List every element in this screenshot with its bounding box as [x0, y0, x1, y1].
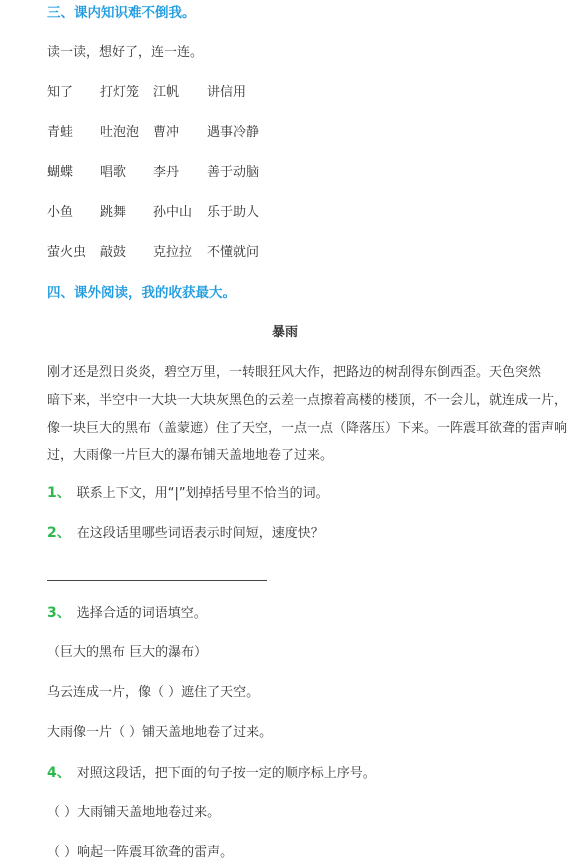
section4-title: 四、课外阅读，我的收获最大。	[47, 285, 236, 301]
grid-cell: 打灯笼	[100, 85, 140, 100]
question-number: 1、	[47, 485, 71, 501]
question-number: 3、	[47, 605, 71, 621]
word-options: （巨大的黑布 巨大的瀑布）	[47, 645, 208, 660]
grid-cell: 李丹	[153, 165, 180, 180]
grid-cell: 吐泡泡	[100, 125, 140, 140]
grid-cell: 孙中山	[153, 205, 193, 220]
grid-cell: 蝴蝶	[47, 165, 74, 180]
grid-cell: 讲信用	[207, 85, 247, 100]
question-number: 4、	[47, 765, 71, 781]
question-3	[47, 604, 207, 623]
grid-cell: 唱歌	[100, 165, 127, 180]
question-number: 2、	[47, 525, 71, 541]
passage-line: 过，大雨像一片巨大的瀑布铺天盖地地卷了过来。	[47, 448, 334, 463]
grid-cell: 遇事冷静	[207, 125, 260, 140]
grid-cell: 敲鼓	[100, 245, 127, 260]
grid-cell: 乐于助人	[207, 205, 260, 220]
grid-cell: 萤火虫	[47, 245, 87, 260]
question-2	[47, 524, 324, 543]
matching-instruction: 读一读，想好了，连一连。	[47, 45, 204, 60]
question-text: 联系上下文，用“|”划掉括号里不恰当的词。	[76, 486, 329, 501]
passage-title: 暴雨	[272, 325, 299, 340]
passage-line: 暗下来，半空中一大块一大块灰黑色的云差一点擦着高楼的楼顶，不一会儿，就连成一片，	[47, 393, 568, 408]
answer-blank-line[interactable]	[47, 580, 267, 581]
grid-cell: 善于动脑	[207, 165, 260, 180]
grid-cell: 曹冲	[153, 125, 180, 140]
ordering-item: （ ）大雨铺天盖地地卷过来。	[47, 805, 221, 820]
grid-cell: 小鱼	[47, 205, 74, 220]
fill-blank-line: 大雨像一片（ ）铺天盖地地卷了过来。	[47, 725, 273, 740]
section3-title: 三、课内知识难不倒我。	[47, 5, 196, 21]
passage-line: 刚才还是烈日炎炎，碧空万里，一转眼狂风大作，把路边的树刮得东倒西歪。天色突然	[47, 365, 542, 380]
grid-cell: 江帆	[153, 85, 180, 100]
fill-blank-line: 乌云连成一片，像（ ）遮住了天空。	[47, 685, 260, 700]
grid-cell: 不懂就问	[207, 245, 260, 260]
grid-cell: 跳舞	[100, 205, 127, 220]
question-1	[47, 484, 329, 503]
grid-cell: 知了	[47, 85, 74, 100]
question-text: 对照这段话，把下面的句子按一定的顺序标上序号。	[76, 766, 376, 781]
question-text: 选择合适的词语填空。	[76, 606, 207, 621]
grid-cell: 克拉拉	[153, 245, 193, 260]
question-4	[47, 764, 376, 783]
grid-cell: 青蛙	[47, 125, 74, 140]
ordering-item: （ ）响起一阵震耳欲聋的雷声。	[47, 845, 234, 860]
passage-line: 像一块巨大的黑布（盖蒙遮）住了天空，一点一点（降落压）下来。一阵震耳欲聋的雷声响	[47, 421, 568, 436]
question-text: 在这段话里哪些词语表示时间短，速度快？	[76, 526, 324, 541]
